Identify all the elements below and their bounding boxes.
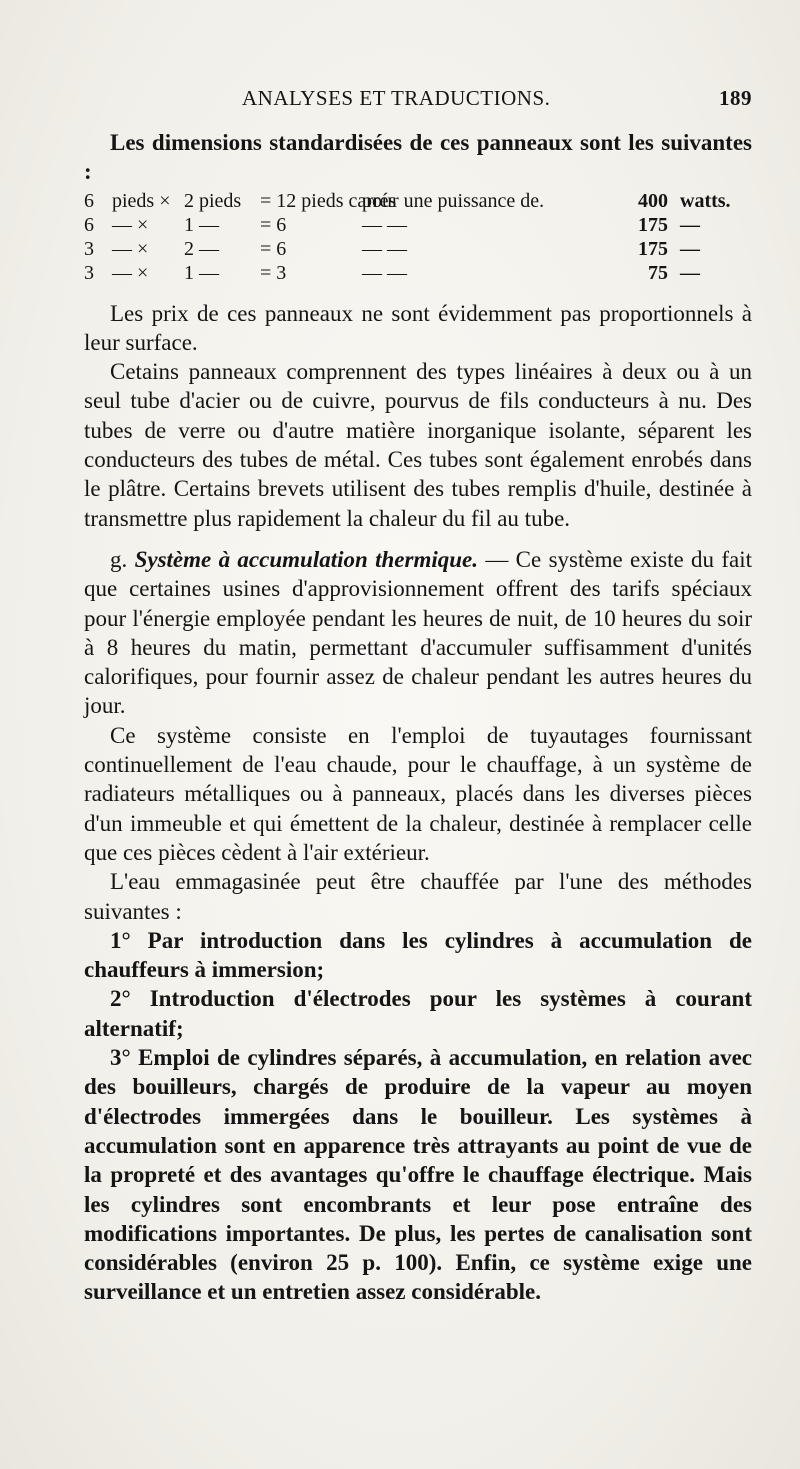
section-title: Système à accumulation thermique.	[134, 546, 478, 572]
dim-length: 6	[84, 213, 94, 236]
dim-area: = 12 pieds carrés	[260, 189, 397, 212]
dimensions-intro: Les dimensions standardisées de ces panneaux sont les suivantes :	[84, 130, 752, 185]
paragraph-prices: Les prix de ces panneaux ne sont évidemment pas proportionnels à leur surface.	[84, 300, 752, 355]
dim-area: = 3	[260, 261, 287, 284]
dimensions-table	[84, 189, 752, 285]
paragraph-methods-intro: L'eau emmagasinée peut être chauffée par l'une des méthodes suivantes :	[84, 869, 752, 924]
section-label: g.	[110, 546, 128, 572]
page-header	[84, 86, 752, 116]
dim-unit-times: — ×	[112, 213, 149, 236]
dim-power-label: — —	[362, 261, 407, 284]
dim-width: 2 —	[184, 237, 219, 260]
running-title: ANALYSES ET TRADUCTIONS.	[242, 86, 551, 110]
dim-width: 1 —	[184, 261, 219, 284]
paragraph-accumulation	[84, 545, 752, 721]
dimension-row	[84, 261, 752, 285]
method-3: 3° Emploi de cylindres séparés, à accumulation, en relation avec des bouilleurs, chargés de produire de la vapeur au moyen d'électrodes immergées dans le bouilleur. Les systèmes à accumulation sont en apparence très attrayants au point de vue de la propreté et des avantages qu'offre le chauffage électrique. Mais les cylindres sont encombrants et leur pose entraîne des modifications importantes. De plus, les pertes de canalisation sont considérables (environ 25 p. 100). Enfin, ce système exige une surveillance et un entretien assez considérable.	[84, 1045, 752, 1305]
dim-power-unit: watts.	[680, 189, 731, 212]
dim-power-value: 400	[638, 189, 668, 212]
dimension-row	[84, 189, 752, 213]
dim-area: = 6	[260, 213, 287, 236]
dim-power-unit: —	[680, 213, 700, 236]
dimension-row	[84, 213, 752, 237]
dim-length: 3	[84, 261, 94, 284]
page-number: 189	[719, 86, 752, 110]
dim-power-value: 175	[638, 213, 668, 236]
dim-power-label: — —	[362, 237, 407, 260]
paragraph-system-description: Ce système consiste en l'emploi de tuyautages fournissant continuellement de l'eau chaude, pour le chauffage, à un système de radiateurs métalliques ou à panneaux, placés dans les diverses pièces d'un immeuble et qui émettent de la chaleur, destinée à remplacer celle que ces pièces cèdent à l'air extérieur.	[84, 722, 752, 865]
dim-length: 6	[84, 189, 94, 212]
dim-unit-times: — ×	[112, 261, 149, 284]
method-1: 1° Par introduction dans les cylindres à accumulation de chauffeurs à immersion;	[84, 927, 752, 983]
dimension-row	[84, 237, 752, 261]
dim-width: 2 pieds	[184, 189, 242, 212]
dim-power-value: 75	[648, 261, 668, 284]
body-text	[84, 128, 752, 1307]
dim-length: 3	[84, 237, 94, 260]
spacer	[84, 533, 752, 545]
dim-area: = 6	[260, 237, 287, 260]
dim-power-label: — —	[362, 213, 407, 236]
dim-unit-times: — ×	[112, 237, 149, 260]
section-body: — Ce système existe du fait que certaines usines d'approvisionnement offrent des tarifs spéciaux pour l'énergie employée pendant les heures de nuit, de 10 heures du soir à 8 heures du matin, permettant d'accumuler suffisamment d'unités calorifiques, pour fournir assez de chaleur pendant les autres heures du jour.	[84, 546, 752, 719]
dim-power-label: pour une puissance de.	[362, 189, 545, 212]
paragraph-panel-types: Cetains panneaux comprennent des types linéaires à deux ou à un seul tube d'acier ou de cuivre, pourvus de fils conducteurs à nu. Des tubes de verre ou d'autre matière inorganique isolante, séparent les conducteurs des tubes de métal. Ces tubes sont également enrobés dans le plâtre. Certains brevets utilisent des tubes remplis d'huile, destinée à transmettre plus rapidement la chaleur du fil au tube.	[84, 359, 752, 531]
method-2: 2° Introduction d'électrodes pour les systèmes à courant alternatif;	[84, 986, 752, 1041]
dim-power-unit: —	[680, 261, 700, 284]
dim-power-value: 175	[638, 237, 668, 260]
dim-unit-times: pieds ×	[112, 189, 171, 212]
dim-power-unit: —	[680, 237, 700, 260]
dim-width: 1 —	[184, 213, 219, 236]
